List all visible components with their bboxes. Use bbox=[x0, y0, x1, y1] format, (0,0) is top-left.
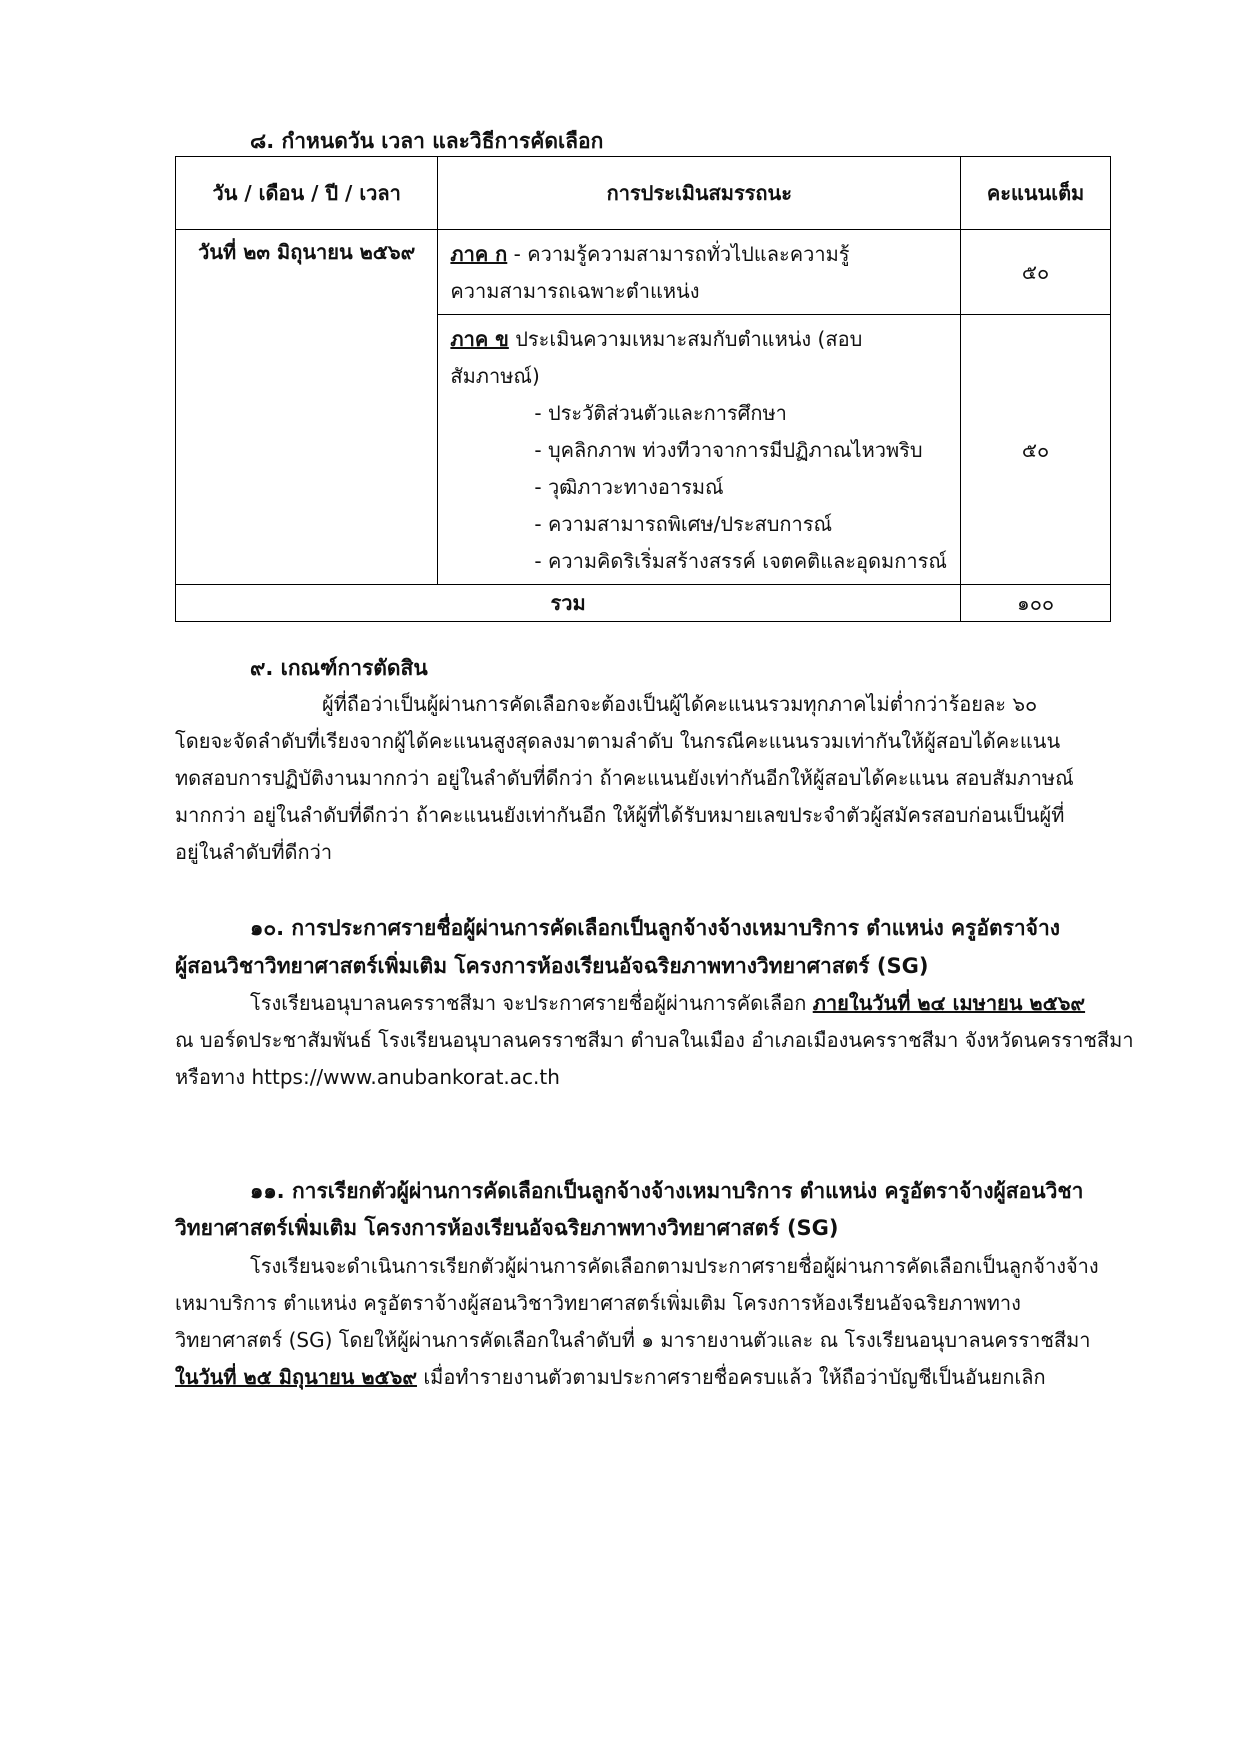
report-date: ในวันที่ ๒๕ มิถุนายน ๒๕๖๙ bbox=[175, 1365, 417, 1389]
part-a-text-2: ความสามารถเฉพาะตำแหน่ง bbox=[450, 279, 700, 303]
section11-heading-line2: วิทยาศาสตร์เพิ่มเติม โครงการห้องเรียนอัจฉริยภาพทางวิทยาศาสตร์ (SG) bbox=[175, 1216, 839, 1240]
list-item: - ความคิดริเริ่มสร้างสรรค์ เจตคติและอุดมการณ์ bbox=[534, 549, 947, 573]
list-item: - ความสามารถพิเศษ/ประสบการณ์ bbox=[534, 512, 833, 536]
header-date: วัน / เดือน / ปี / เวลา bbox=[176, 157, 438, 230]
section9-line: ผู้ที่ถือว่าเป็นผู้ผ่านการคัดเลือกจะต้องเป็นผู้ได้คะแนนรวมทุกภาคไม่ต่ำกว่าร้อยละ ๖๐ bbox=[322, 692, 1038, 716]
section9-line: โดยจะจัดลำดับที่เรียงจากผู้ได้คะแนนสูงสุดลงมาตามลำดับ ในกรณีคะแนนรวมเท่ากันให้ผู้สอบได้คะแนน bbox=[175, 729, 1061, 753]
section9-line: ทดสอบการปฏิบัติงานมากกว่า อยู่ในลำดับที่ดีกว่า ถ้าคะแนนยังเท่ากันอีกให้ผู้สอบได้คะแนน สอบสัมภาษณ์ bbox=[175, 766, 1074, 790]
section10-line1-text: โรงเรียนอนุบาลนครราชสีมา จะประกาศรายชื่อผู้ผ่านการคัดเลือก bbox=[250, 991, 813, 1015]
part-a-label: ภาค ก bbox=[450, 242, 508, 266]
table-row bbox=[176, 585, 1111, 622]
section10-heading-line1: ๑๐. การประกาศรายชื่อผู้ผ่านการคัดเลือกเป็นลูกจ้างจ้างเหมาบริการ ตำแหน่ง ครูอัตราจ้าง bbox=[250, 916, 1061, 940]
announcement-date: ภายในวันที่ ๒๔ เมษายน ๒๕๖๙ bbox=[812, 991, 1086, 1015]
section10-line3: หรือทาง https://www.anubankorat.ac.th bbox=[175, 1065, 560, 1089]
total-label: รวม bbox=[176, 585, 961, 622]
date-cell: วันที่ ๒๓ มิถุนายน ๒๕๖๙ bbox=[176, 230, 438, 585]
part-a-cell bbox=[438, 230, 961, 315]
part-a-score: ๕๐ bbox=[961, 230, 1111, 315]
section11-line3: วิทยาศาสตร์ (SG) โดยให้ผู้ผ่านการคัดเลือกในลำดับที่ ๑ มารายงานตัวและ ณ โรงเรียนอนุบาลนครราชสีมา bbox=[175, 1328, 1091, 1352]
part-b-score: ๕๐ bbox=[961, 315, 1111, 585]
section10-heading-line2: ผู้สอนวิชาวิทยาศาสตร์เพิ่มเติม โครงการห้องเรียนอัจฉริยภาพทางวิทยาศาสตร์ (SG) bbox=[175, 954, 929, 978]
header-full-score: คะแนนเต็ม bbox=[961, 157, 1111, 230]
list-item: - ประวัติส่วนตัวและการศึกษา bbox=[534, 401, 787, 425]
total-score: ๑๐๐ bbox=[961, 585, 1111, 622]
part-b-label: ภาค ข bbox=[450, 327, 509, 351]
section9-heading: ๙. เกณฑ์การตัดสิน bbox=[250, 656, 428, 680]
section10-line2: ณ บอร์ดประชาสัมพันธ์ โรงเรียนอนุบาลนครราชสีมา ตำบลในเมือง อำเภอเมืองนครราชสีมา จังหวัดนครราชสีมา bbox=[175, 1028, 1134, 1052]
part-b-cell bbox=[438, 315, 961, 585]
table-row bbox=[176, 230, 1111, 315]
section11-line1: โรงเรียนจะดำเนินการเรียกตัวผู้ผ่านการคัดเลือกตามประกาศรายชื่อผู้ผ่านการคัดเลือกเป็นลูกจ้างจ้าง bbox=[250, 1254, 1099, 1278]
part-b-text-1: ประเมินความเหมาะสมกับตำแหน่ง (สอบ bbox=[508, 327, 863, 351]
section8-heading: ๘. กำหนดวัน เวลา และวิธีการคัดเลือก bbox=[250, 129, 604, 153]
header-assessment: การประเมินสมรรถนะ bbox=[438, 157, 961, 230]
section11-line4 bbox=[175, 1361, 1046, 1393]
list-item: - บุคลิกภาพ ท่วงทีวาจาการมีปฏิภาณไหวพริบ bbox=[534, 438, 923, 462]
section9-line: อยู่ในลำดับที่ดีกว่า bbox=[175, 840, 333, 864]
section11-heading-line1: ๑๑. การเรียกตัวผู้ผ่านการคัดเลือกเป็นลูกจ้างจ้างเหมาบริการ ตำแหน่ง ครูอัตราจ้างผู้สอนวิชา bbox=[250, 1179, 1084, 1203]
section9-line: มากกว่า อยู่ในลำดับที่ดีกว่า ถ้าคะแนนยังเท่ากันอีก ให้ผู้ที่ได้รับหมายเลขประจำตัวผู้สมัครสอบก่อนเป็นผู้ที่ bbox=[175, 803, 1065, 827]
list-item: - วุฒิภาวะทางอารมณ์ bbox=[534, 475, 724, 499]
section11-line4-text: เมื่อทำรายงานตัวตามประกาศรายชื่อครบแล้ว ให้ถือว่าบัญชีเป็นอันยกเลิก bbox=[416, 1365, 1046, 1389]
section11-line2: เหมาบริการ ตำแหน่ง ครูอัตราจ้างผู้สอนวิชาวิทยาศาสตร์เพิ่มเติม โครงการห้องเรียนอัจฉริยภาพทาง bbox=[175, 1291, 1021, 1315]
selection-schedule-table bbox=[175, 156, 1111, 622]
part-b-text-2: สัมภาษณ์) bbox=[450, 364, 540, 388]
section10-line1 bbox=[250, 987, 1085, 1019]
part-a-text-1: - ความรู้ความสามารถทั่วไปและความรู้ bbox=[507, 242, 850, 266]
